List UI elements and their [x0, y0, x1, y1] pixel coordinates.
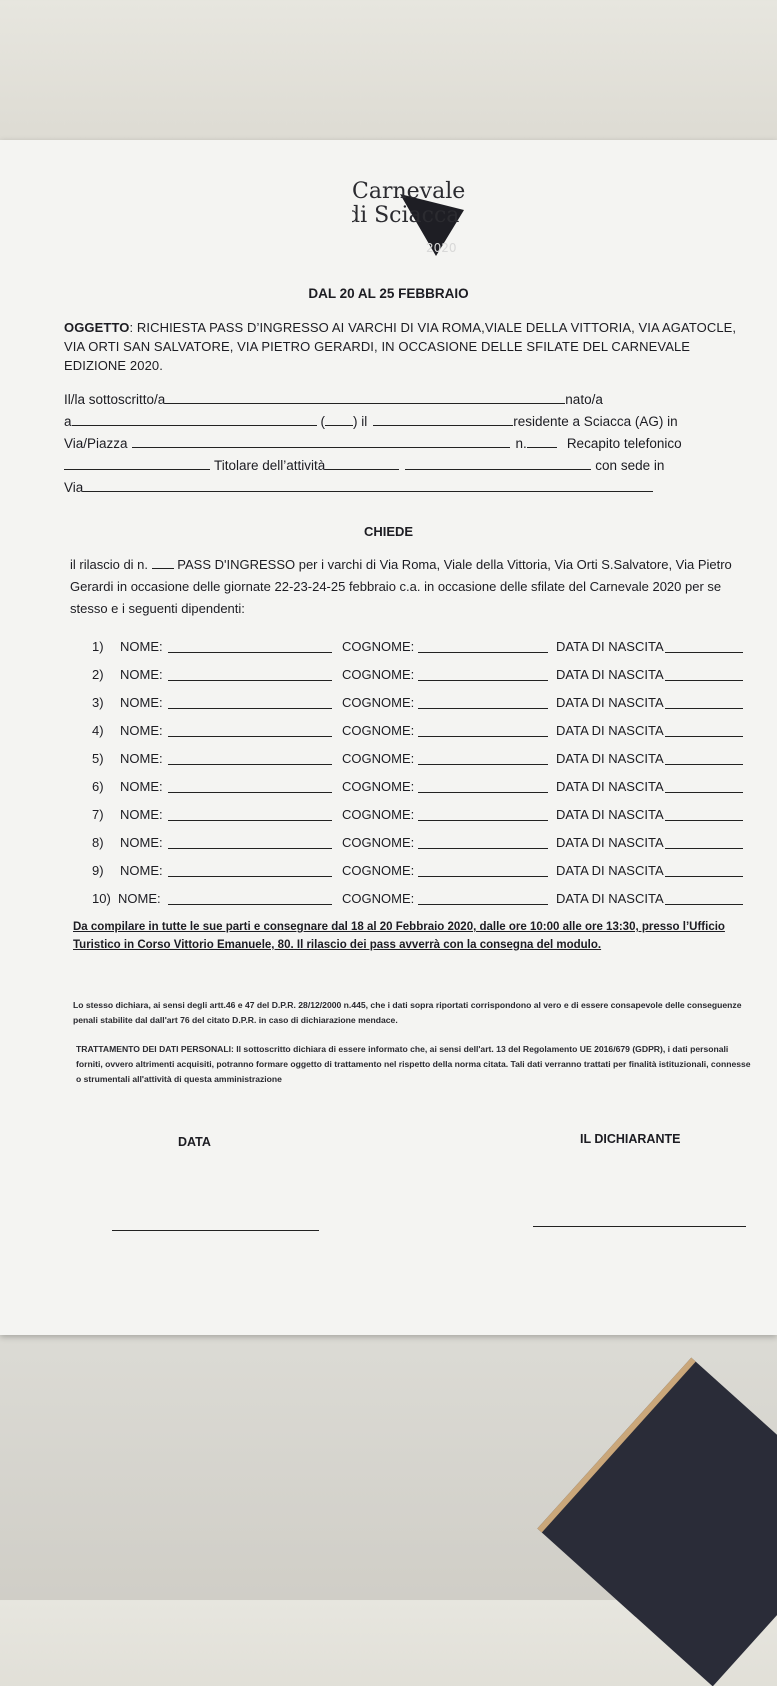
data-nascita-label: DATA DI NASCITA: [556, 667, 664, 682]
nome-label: NOME:: [120, 779, 163, 794]
request-prefix: il rilascio di n.: [70, 557, 149, 572]
data-nascita-label: DATA DI NASCITA: [556, 779, 664, 794]
employee-row: [92, 863, 752, 891]
nome-label: NOME:: [120, 639, 163, 654]
cognome-field[interactable]: [418, 639, 548, 653]
form-sheet: [0, 140, 777, 1335]
nome-field[interactable]: [168, 863, 332, 877]
cognome-field[interactable]: [418, 863, 548, 877]
employee-row: [92, 695, 752, 723]
field-nome-attivita[interactable]: [64, 456, 210, 470]
data-nascita-field[interactable]: [665, 695, 743, 709]
row-number: 3): [92, 695, 104, 710]
data-nascita-field[interactable]: [665, 835, 743, 849]
field-data-nascita-line[interactable]: [373, 412, 513, 426]
row-number: 5): [92, 751, 104, 766]
cognome-field[interactable]: [418, 891, 548, 905]
data-nascita-label: DATA DI NASCITA: [556, 835, 664, 850]
data-label: DATA: [178, 1135, 211, 1149]
cognome-field[interactable]: [418, 695, 548, 709]
nome-label: NOME:: [120, 835, 163, 850]
cognome-label: COGNOME:: [342, 723, 415, 738]
label-via-piazza: Via/Piazza: [64, 436, 128, 451]
label-sede: con sede in: [595, 458, 665, 473]
page-title: DAL 20 AL 25 FEBBRAIO: [308, 286, 469, 301]
field-numero-pass[interactable]: [152, 555, 174, 569]
nome-label: NOME:: [120, 695, 163, 710]
label-titolare: Titolare dell’attività: [214, 458, 326, 473]
label-paren-open: (: [320, 414, 326, 429]
dichiarante-signature-line[interactable]: [533, 1226, 746, 1227]
employee-row: [92, 723, 752, 751]
declaration-text: Lo stesso dichiara, ai sensi degli artt.46 e 47 del D.P.R. 28/12/2000 n.445, che i dati sopra riportati corrispondono al vero e di essere consapevole delle conseguenze penali stabilite dal dall'art 76 del citato D.P.R. in caso di dichiarazione mendace.: [73, 1000, 742, 1025]
data-nascita-field[interactable]: [665, 891, 743, 905]
cognome-label: COGNOME:: [342, 891, 415, 906]
row-number: 6): [92, 779, 104, 794]
employee-row: [92, 779, 752, 807]
svg-text:di Sciacca: di Sciacca: [352, 203, 460, 228]
label-residente: residente a Sciacca (AG) in: [513, 414, 678, 429]
nome-label: NOME:: [118, 891, 161, 906]
svg-text:2020: 2020: [426, 241, 457, 255]
cognome-label: COGNOME:: [342, 639, 415, 654]
nome-field[interactable]: [168, 779, 332, 793]
row-number: 4): [92, 723, 104, 738]
employee-row: [92, 807, 752, 835]
cognome-label: COGNOME:: [342, 807, 415, 822]
field-via-piazza-line[interactable]: [132, 434, 510, 448]
field-provincia[interactable]: [325, 412, 353, 426]
label-numero: n.: [515, 436, 527, 451]
privacy-text: TRATTAMENTO DEI DATI PERSONALI: Il sottoscritto dichiara di essere informato che, ai sensi dell'art. 13 del Regolamento UE 2016/679 (GDPR), i dati personali forniti, ovvero altrimenti acquisiti, potranno formare oggetto di trattamento nel rispetto della norma citata. Tali dati verranno trattati per finalità istituzionali, connesse o strumentali all'attività di questa amministrazione: [76, 1044, 751, 1084]
nome-label: NOME:: [120, 807, 163, 822]
row-number: 10): [92, 891, 111, 906]
row-number: 9): [92, 863, 104, 878]
cognome-field[interactable]: [418, 667, 548, 681]
field-numero[interactable]: [527, 434, 557, 448]
nome-field[interactable]: [168, 807, 332, 821]
data-nascita-label: DATA DI NASCITA: [556, 695, 664, 710]
nome-field[interactable]: [168, 667, 332, 681]
nome-field[interactable]: [168, 751, 332, 765]
cognome-field[interactable]: [418, 779, 548, 793]
field-luogo-nascita[interactable]: [72, 412, 317, 426]
cognome-label: COGNOME:: [342, 695, 415, 710]
employee-row: [92, 891, 752, 919]
label-sottoscritto: Il/la sottoscritto/a: [64, 392, 166, 407]
request-text: PASS D'INGRESSO per i varchi di Via Roma, Viale della Vittoria, Via Orti S.Salvatore, Via Pietro Gerardi in occasione delle giornate 22-23-24-25 febbraio c.a. in occasione delle sfilate del Carnevale 2020 per se stesso e i seguenti dipendenti:: [70, 557, 732, 616]
form-row-2: [64, 412, 678, 429]
svg-text:Carnevale: Carnevale: [352, 179, 466, 204]
chiede-heading: CHIEDE: [363, 524, 414, 539]
data-nascita-label: DATA DI NASCITA: [556, 891, 664, 906]
data-nascita-field[interactable]: [665, 639, 743, 653]
label-via: Via: [64, 480, 84, 495]
form-row-1: [64, 390, 603, 407]
data-nascita-field[interactable]: [665, 667, 743, 681]
carnevale-logo: [352, 168, 472, 258]
field-via-sede[interactable]: [83, 478, 653, 492]
label-il: ) il: [353, 414, 368, 429]
data-signature-line[interactable]: [112, 1230, 319, 1231]
cognome-label: COGNOME:: [342, 835, 415, 850]
nome-label: NOME:: [120, 863, 163, 878]
data-nascita-field[interactable]: [665, 779, 743, 793]
form-row-4: [64, 456, 664, 473]
subject-label: OGGETTO: [64, 320, 130, 335]
label-nato: nato/a: [565, 392, 603, 407]
data-nascita-label: DATA DI NASCITA: [556, 751, 664, 766]
subject-text: : RICHIESTA PASS D’INGRESSO AI VARCHI DI VIA ROMA,VIALE DELLA VITTORIA, VIA AGATOCLE, VIA ORTI SAN SALVATORE, VIA PIETRO GERARDI, IN OCCASIONE DELLE SFILATE DEL CARNEVALE EDIZIONE 2020.: [64, 320, 737, 373]
data-nascita-label: DATA DI NASCITA: [556, 639, 664, 654]
nome-field[interactable]: [168, 723, 332, 737]
label-recapito: Recapito telefonico: [566, 436, 682, 451]
form-row-5: [64, 478, 653, 495]
employee-row: [92, 667, 752, 695]
dichiarante-label: IL DICHIARANTE: [580, 1132, 681, 1146]
delivery-notice: Da compilare in tutte le sue parti e consegnare dal 18 al 20 Febbraio 2020, dalle ore 10:00 alle ore 13:30, presso l’Ufficio Turistico in Corso Vittorio Emanuele, 80. Il rilascio dei pass avverrà con la consegna del modulo.: [73, 921, 725, 951]
data-nascita-field[interactable]: [665, 863, 743, 877]
form-row-3: [64, 434, 682, 451]
nome-label: NOME:: [120, 723, 163, 738]
data-nascita-label: DATA DI NASCITA: [556, 863, 664, 878]
nome-label: NOME:: [120, 667, 163, 682]
row-number: 1): [92, 639, 104, 654]
field-sottoscritto[interactable]: [165, 390, 565, 404]
nome-field[interactable]: [168, 891, 332, 905]
nome-field[interactable]: [168, 639, 332, 653]
cognome-field[interactable]: [418, 723, 548, 737]
row-number: 7): [92, 807, 104, 822]
employee-row: [92, 835, 752, 863]
row-number: 2): [92, 667, 104, 682]
cognome-label: COGNOME:: [342, 667, 415, 682]
cognome-field[interactable]: [418, 751, 548, 765]
data-nascita-field[interactable]: [665, 723, 743, 737]
cognome-field[interactable]: [418, 835, 548, 849]
employee-row: [92, 751, 752, 779]
nome-field[interactable]: [168, 835, 332, 849]
nome-label: NOME:: [120, 751, 163, 766]
row-number: 8): [92, 835, 104, 850]
employee-row: [92, 639, 752, 667]
field-sede[interactable]: [405, 456, 591, 470]
cognome-field[interactable]: [418, 807, 548, 821]
cognome-label: COGNOME:: [342, 779, 415, 794]
data-nascita-label: DATA DI NASCITA: [556, 723, 664, 738]
cognome-label: COGNOME:: [342, 863, 415, 878]
subject-paragraph: [64, 318, 744, 375]
field-attivita[interactable]: [325, 456, 399, 470]
data-nascita-label: DATA DI NASCITA: [556, 807, 664, 822]
data-nascita-field[interactable]: [665, 751, 743, 765]
nome-field[interactable]: [168, 695, 332, 709]
label-a: a: [64, 414, 72, 429]
cognome-label: COGNOME:: [342, 751, 415, 766]
employee-list: [92, 639, 752, 919]
data-nascita-field[interactable]: [665, 807, 743, 821]
request-paragraph: [70, 554, 750, 620]
